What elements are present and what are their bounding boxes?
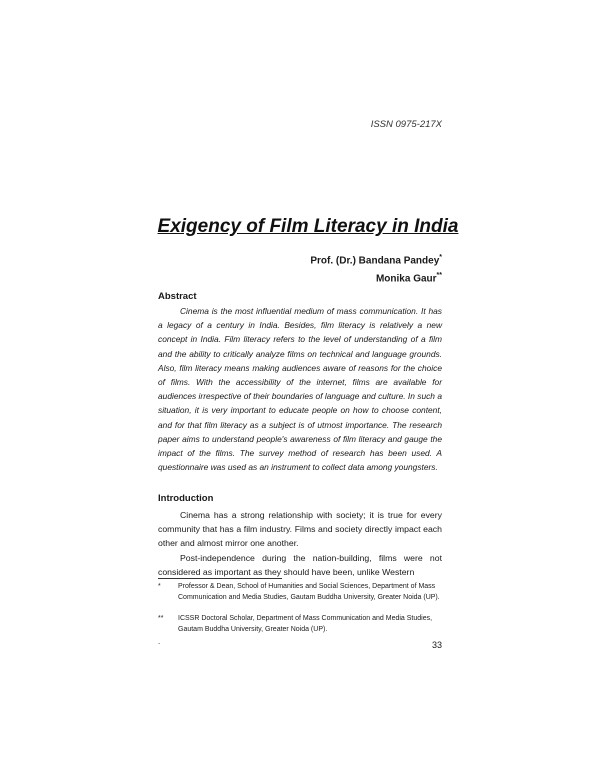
author-footnote-mark: ** <box>436 272 442 280</box>
introduction-heading: Introduction <box>158 493 214 504</box>
footnote-mark: ** <box>158 615 164 622</box>
abstract-heading: Abstract <box>158 291 197 302</box>
footnote <box>158 582 442 603</box>
author-footnote-mark: * <box>439 254 442 261</box>
abstract-text: Cinema is the most influential medium of mass communication. It has a legacy of a century in India. Besides, film literacy is relatively a new concept in India. Film literacy refers to the level of understanding of a film and the ability to critically analyze films on technical and language grounds. Also, film literacy means making audiences aware of reasons for the choice of films. With the accessibility of the internet, films are available for audiences irrespective of their boundaries of language and culture. In such a situation, it is very important to educate people on how to choose content, and for that film literacy as a subject is of utmost importance. The research paper aims to understand people's awareness of film literacy and gauge the impact of the films. The survey method of research has been used. A questionnaire was used as an instrument to collect data among youngsters. <box>158 306 442 473</box>
footnote-mark: * <box>158 583 161 590</box>
author-line <box>260 268 442 286</box>
author-block <box>260 250 442 287</box>
footnote-text: ICSSR Doctoral Scholar, Department of Mass Communication and Media Studies, Gautam Buddha University, Greater Noida (UP). <box>178 615 433 633</box>
footer-dot: . <box>158 637 161 646</box>
author-name: Prof. (Dr.) Bandana Pandey <box>310 255 440 267</box>
page-number: 33 <box>431 640 442 650</box>
footnote <box>158 614 442 635</box>
article-title: Exigency of Film Literacy in India <box>157 216 459 237</box>
footnote-divider <box>158 578 282 579</box>
introduction-paragraph: Post-independence during the nation-building, films were not considered as important as they should have been, unlike Western <box>158 552 442 577</box>
author-line <box>260 250 442 268</box>
issn-label: ISSN 0975-217X <box>370 119 442 130</box>
author-name: Monika Gaur <box>375 273 437 285</box>
introduction-section <box>158 492 442 579</box>
introduction-paragraph: Cinema has a strong relationship with society; it is true for every community that has a film industry. Films and society directly impact each other and almost mirror one another. <box>158 510 442 549</box>
abstract-section <box>158 290 442 474</box>
footnote-text: Professor & Dean, School of Humanities and Social Sciences, Department of Mass Communication and Media Studies, Gautam Buddha University, Greater Noida (UP). <box>178 583 440 601</box>
